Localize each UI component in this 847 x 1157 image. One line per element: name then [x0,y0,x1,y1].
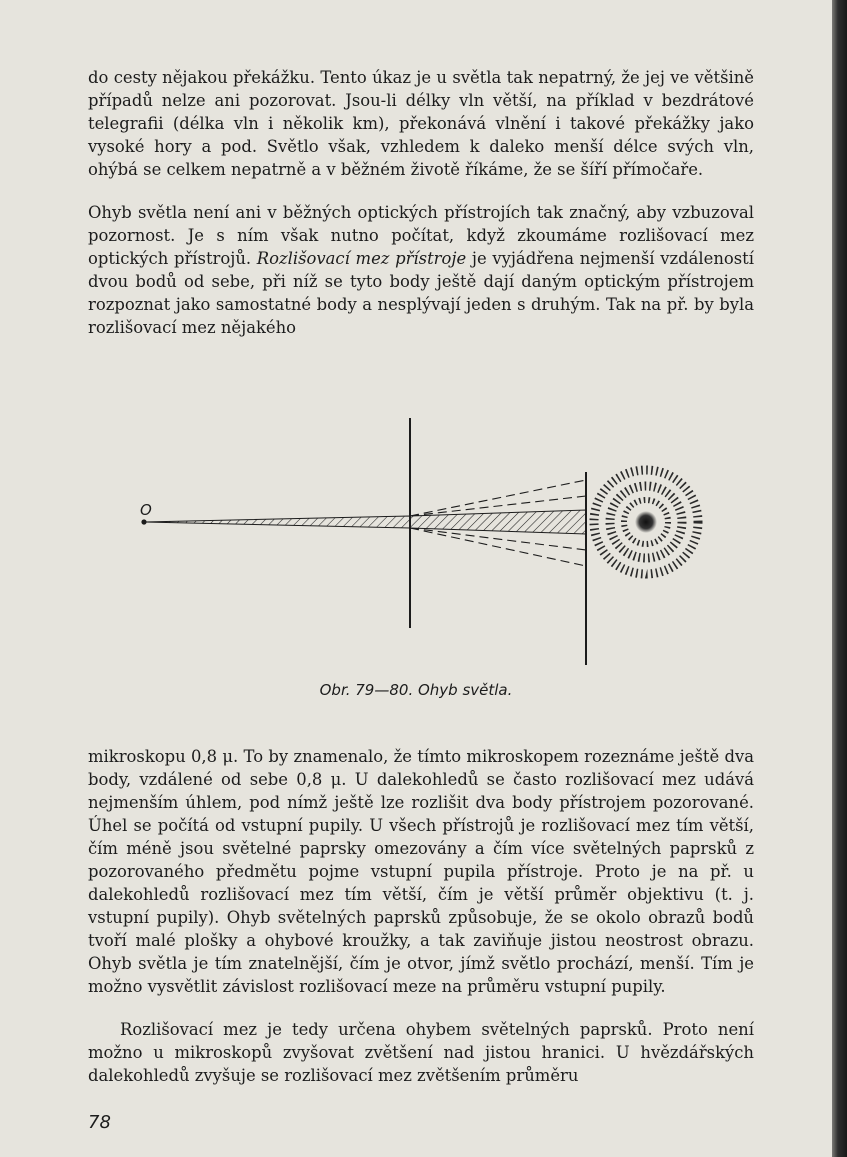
diffraction-figure [120,410,720,672]
paragraph-end: je vyjádřena nejmenší vzdáleností dvou bodů od sebe, při níž se tyto body ještě dají daným optickým přístrojem rozpoznat jako samostatné body a nesplývají jeden s druhým. Tak na př. by byla rozlišovací mez nějakého [88,249,754,337]
paragraph: do cesty nějakou překážku. Tento úkaz je u světla tak nepatrný, že jej ve většině případů nelze ani pozorovat. Jsou-li délky vln větší, na příklad v bezdrátové telegrafii (délka vln i několik km), překonává vlnění i takové překážky jako vysoké hory a pod. Světlo však, vzhledem k daleko menší délce svých vln, ohýbá se celkem nepatrně a v běžném životě říkáme, že se šíří přímočaře. [88,68,754,179]
paragraph: mikroskopu 0,8 μ. To by znamenalo, že tímto mikroskopem rozeznáme ještě dva body, vzdálené od sebe 0,8 μ. U dalekohledů se často rozlišovací mez udává nejmenším úhlem, pod nímž ještě lze rozlišit dva body přístrojem pozorované. Úhel se počítá od vstupní pupily. U všech přístrojů je rozlišovací mez tím větší, čím méně jsou světelné paprsky omezovány a čím více světelných paprsků z pozorovaného předmětu pojme vstupní pupila přístroje. Proto je na př. u dalekohledů rozlišovací mez tím větší, čím je větší průměr objektivu (t. j. vstupní pupily). Ohyb světelných paprsků způsobuje, že se okolo obrazů bodů tvoří malé plošky a ohybové kroužky, a tak zaviňuje jistou neostrost obrazu. Ohyb světla je tím znatelnější, čím je otvor, jímž světlo prochází, menší. Tím je možno vysvětlit závislost rozlišovací meze na průměru vstupní pupily. [88,747,754,996]
text-block-microscope [88,745,754,998]
diffraction-pattern [594,470,698,574]
text-block-top [88,66,754,181]
page-number: 78 [88,1112,111,1133]
point-label: O [140,501,152,519]
incident-light-cone [144,516,410,528]
paragraph: Rozlišovací mez je tedy určena ohybem světelných paprsků. Proto není možno u mikroskopů zvyšovat zvětšení nad jistou hranici. U hvězdářských dalekohledů zvyšuje se rozlišovací mez zvětšením průměru [88,1020,754,1085]
paragraph-start: Ohyb světla není ani v běžných optických přístrojích tak značný, aby vzbuzoval pozornost. Je s ním však nutno počítat, když zkoumáme rozlišovací mez optických přístrojů. [88,203,754,268]
figure-caption: Obr. 79—80. Ohyb světla. [319,681,513,699]
transmitted-beam [410,510,586,534]
page-edge-shadow [832,0,847,1157]
central-bright-spot [635,511,657,533]
text-block-resolution [88,201,754,339]
text-block-conclusion [88,1018,754,1087]
paragraph [88,201,754,339]
defined-term: Rozlišovací mez přístroje [256,249,467,268]
